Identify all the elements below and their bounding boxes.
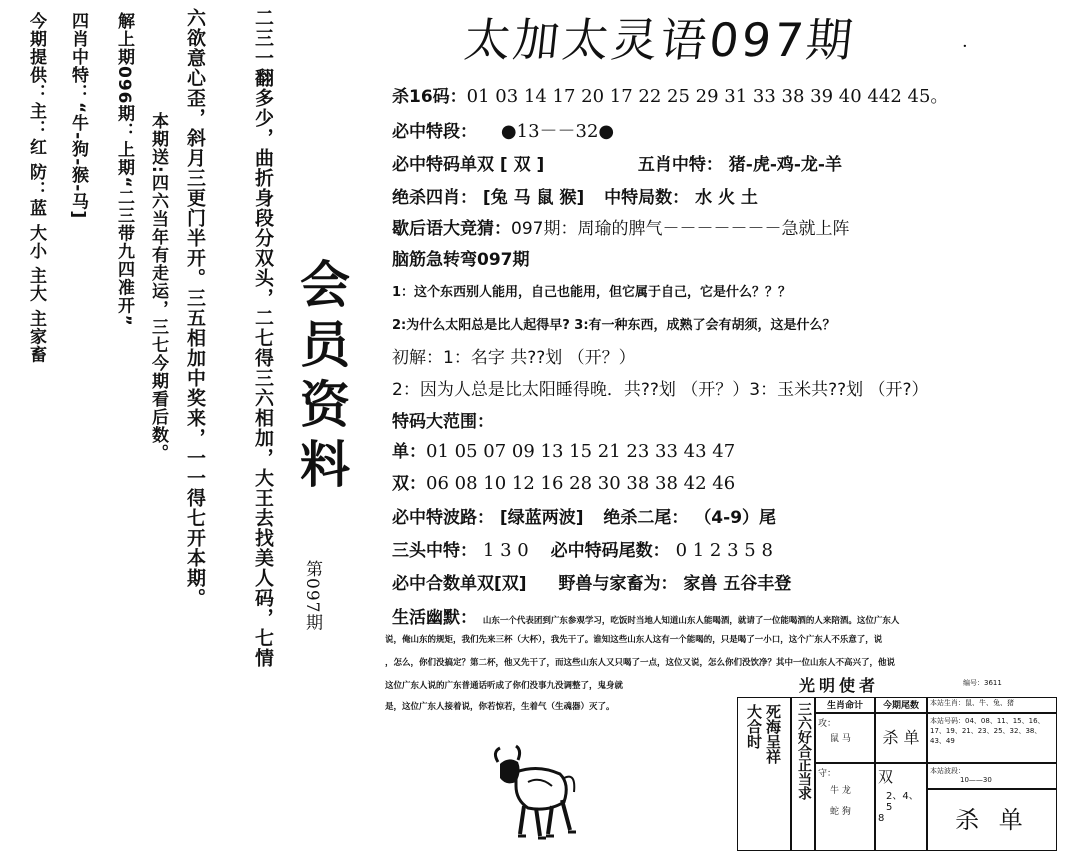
- humor-line-4: 这位广东人说的广东普通话听成了你们没事九没调整了，鬼身就: [385, 681, 624, 691]
- odd-even-row: [392, 150, 842, 175]
- even-numbers-row: [392, 469, 735, 494]
- gift-column: 本期送:四六当年有走运，三七今期看后数。: [148, 112, 168, 462]
- riddle-label: 歇后语大竞猜：: [392, 219, 511, 239]
- header-main: [927, 697, 1057, 713]
- kill-single-cell: [875, 713, 927, 763]
- kill-16-numbers: 01 03 14 17 20 17 22 25 29 31 33 38 39 40 442 45。: [466, 86, 949, 107]
- sponsor-box: [737, 673, 1057, 851]
- attack-label: 攻：: [818, 719, 837, 729]
- header-main-label: 本站生肖：鼠、牛、兔、猪: [930, 699, 1014, 707]
- verse-column-2: 六欲意心歪，斜月三更门半开。三五相加中奖来，一一得七开本期。: [184, 8, 206, 608]
- header-tail: [875, 697, 927, 713]
- wave-label: 必中特波路：: [392, 508, 494, 528]
- three-head-value: 1 3 0: [482, 540, 529, 561]
- codes-value: 04、08、11、15、16、17、19、21、23、25、32、38、43、49: [930, 717, 1045, 745]
- kill-tail-value: （4-9）尾: [694, 508, 777, 528]
- brand-name: 光明使者: [799, 676, 880, 695]
- serial-number: 编号：3611: [963, 679, 1002, 687]
- odd-numbers-row: [392, 437, 735, 462]
- must-segment-value: ●13－－32●: [500, 121, 615, 142]
- sum-label: 必中合数单双: [392, 574, 494, 594]
- last-issue-column: 解上期096期：上期“二三带九四准开”: [114, 12, 134, 327]
- double-numbers: 2、4、5: [886, 791, 919, 813]
- issue-number-vertical: 第097期: [302, 560, 322, 632]
- guard-value-2: 蛇 狗: [830, 807, 851, 817]
- five-zodiac-label: 五肖中特：: [637, 155, 723, 175]
- tail-label: 必中特码尾数：: [550, 541, 670, 561]
- range-title: 特码大范围：: [392, 412, 494, 432]
- tail-value: 0 1 2 3 5 8: [675, 540, 773, 561]
- kill-16-label: 杀16码：: [392, 87, 467, 107]
- kill-four-row: [392, 183, 758, 208]
- sum-row: [392, 569, 791, 594]
- mid-vertical-text: 三六好合正当求: [796, 702, 812, 800]
- odd-even-value: [ 双 ]: [499, 155, 545, 175]
- wave-row: [392, 503, 776, 528]
- corner-dot: ·: [962, 36, 968, 57]
- even-label: 双：: [392, 474, 426, 494]
- elements-label: 中特局数：: [604, 188, 690, 208]
- left-vertical-a: 死海呈祥: [764, 704, 782, 764]
- wave-value: [绿蓝两波]: [499, 508, 584, 528]
- kill-four-value: [兔 马 鼠 猴]: [482, 188, 585, 208]
- mid-vertical-cell: [791, 697, 815, 851]
- humor-row: [392, 603, 899, 628]
- odd-even-label: 必中特码单双: [392, 155, 494, 175]
- big-kill-text: 杀 单: [955, 806, 1029, 834]
- header-tail-label: 今期尾数: [882, 701, 919, 711]
- header-zodiac: [815, 697, 875, 713]
- kill-16-row: [392, 82, 948, 108]
- humor-line-1: 山东一个代表团到广东参观学习，吃饭时当地人知道山东人能喝酒，就请了一位能喝酒的人来陪酒。这位广东人: [482, 616, 900, 626]
- guard-label: 守：: [818, 769, 837, 779]
- wave-range-label: 本站波段：: [930, 767, 965, 775]
- riddle-value: 097期：周瑜的脾气－－－－－－－急就上阵: [511, 219, 850, 239]
- double-numbers-2: 8: [878, 813, 885, 824]
- five-zodiac-value: 猪-虎-鸡-龙-羊: [728, 155, 842, 175]
- attack-value: 鼠 马: [830, 734, 851, 744]
- humor-line-3: ，怎么，你们没搞定？第二杯，他又先干了，而这些山东人又只喝了一点，这位又说，怎么你们没饮净？其中一位山东人不高兴了，他说: [385, 658, 896, 668]
- verse-column-1: 二三一翻多少，曲折身段分双头，二七得三六相加，大王去找美人码，七情: [252, 8, 274, 668]
- must-segment-label: 必中特段：: [392, 122, 477, 142]
- beast-value: 家兽 五谷丰登: [683, 574, 792, 594]
- left-vertical-cell: [737, 697, 791, 851]
- page-title: 太加太灵语097期: [461, 13, 859, 67]
- even-numbers: 06 08 10 12 16 28 30 38 38 42 46: [426, 473, 736, 494]
- ox-illustration: [488, 742, 578, 842]
- codes-cell: [927, 713, 1057, 763]
- double-text: 双: [878, 768, 894, 786]
- three-head-row: [392, 536, 773, 561]
- kill-single-text: 杀 单: [882, 728, 920, 747]
- codes-label: 本站号码：: [930, 717, 965, 725]
- header-zodiac-label: 生肖命计: [826, 701, 863, 711]
- attack-cell: [815, 713, 875, 763]
- four-zodiac-column: 四肖中特：“牛-狗-猴-马]: [68, 12, 88, 220]
- guard-value: 牛 龙: [830, 786, 851, 796]
- kill-tail-label: 绝杀二尾：: [603, 508, 689, 528]
- sum-value: [双]: [494, 574, 527, 594]
- big-kill-cell: [927, 789, 1057, 851]
- humor-label: 生活幽默：: [392, 608, 477, 628]
- question-1: 1：这个东西别人能用，自己也能用，但它属于自己，它是什么？？？: [392, 285, 792, 300]
- answer-1: 初解：1：名字 共??划 （开？）: [392, 348, 636, 368]
- brain-teaser-title: 脑筋急转弯097期: [392, 250, 530, 270]
- must-segment-row: [392, 117, 614, 143]
- elements-value: 水 火 土: [695, 188, 758, 208]
- provided-column: 今期提供：主：红 防：蓝 大小 主大 主家畜: [26, 12, 46, 364]
- odd-numbers: 01 05 07 09 13 15 21 23 33 43 47: [426, 441, 736, 462]
- member-data-title: 会员资料: [292, 258, 350, 498]
- humor-line-2: 说，俺山东的规矩，我们先来三杯（大杯），我先干了。谁知这些山东人这有一个能喝的，只是喝了一小口，这个广东人不乐意了，说: [385, 635, 883, 645]
- riddle-row: [392, 214, 849, 239]
- guard-cell: [815, 763, 875, 851]
- three-head-label: 三头中特：: [392, 541, 477, 561]
- answer-2-3: 2：因为人总是比太阳睡得晚．共??划 （开？）3：玉米共??划 （开?）: [392, 380, 929, 400]
- beast-label: 野兽与家畜为：: [558, 574, 678, 594]
- double-cell: [875, 763, 927, 851]
- kill-four-label: 绝杀四肖：: [392, 188, 477, 208]
- wave-range-cell: [927, 763, 1057, 789]
- humor-line-5: 是，这位广东人接着说，你若惊若，生着气（生魂器）灭了。: [385, 702, 615, 712]
- question-2-3: 2:为什么太阳总是比人起得早? 3:有一种东西，成熟了会有胡须，这是什么？: [392, 318, 836, 333]
- wave-range-value: 10——30: [960, 776, 992, 784]
- odd-label: 单：: [392, 442, 426, 462]
- left-vertical-b: 大合时: [745, 704, 763, 749]
